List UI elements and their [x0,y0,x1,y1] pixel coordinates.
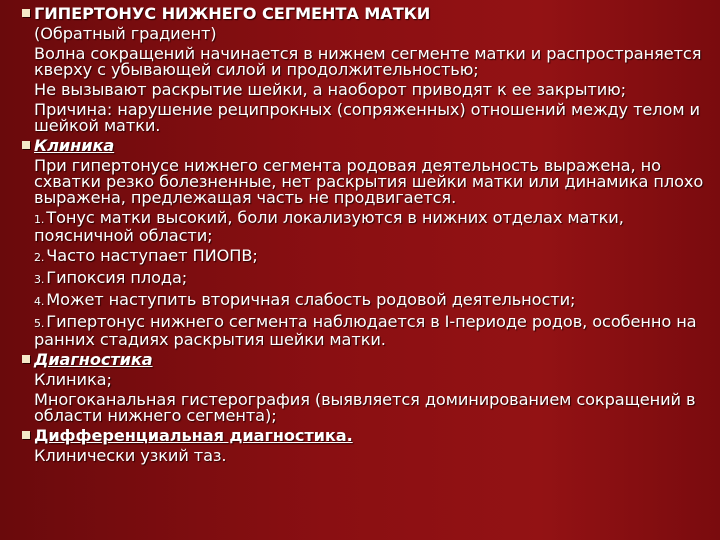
text-line: Причина: нарушение реципрокных (сопряженных) отношений между телом и шейкой матки. [34,100,700,135]
text-line: Многоканальная гистерография (выявляется доминированием сокращений в области нижнего сегмента); [34,390,696,425]
text-line: Клиника; [34,370,112,389]
text-line: При гипертонусе нижнего сегмента родовая деятельность выражена, но схватки резко болезненные, нет раскрытия шейки матки или динамика плохо выражена, предлежащая часть не продвигается. [34,156,704,207]
item-text: Часто наступает ПИОПВ; [46,246,258,265]
item-number: 2. [34,251,45,264]
differential-heading-line [22,428,712,444]
item-number: 5. [34,317,45,330]
slide-content [22,6,712,468]
diagnostics-heading-line [22,352,712,368]
numbered-item [22,270,712,288]
item-number: 4. [34,295,45,308]
text-line: Не вызывают раскрытие шейки, а наоборот приводят к ее закрытию; [34,80,627,99]
text-line: (Обратный градиент) [34,24,217,43]
square-bullet-icon [22,9,30,17]
item-text: Гипоксия плода; [46,268,188,287]
numbered-item [22,314,712,348]
numbered-item [22,292,712,310]
item-number: 1. [34,213,45,226]
differential-title: Дифференциальная диагностика. [34,426,353,445]
text-line: Волна сокращений начинается в нижнем сегменте матки и распространяется кверху с убывающей силой и продолжительностью; [34,44,702,79]
slide-heading: ГИПЕРТОНУС НИЖНЕГО СЕГМЕНТА МАТКИ [34,4,431,23]
numbered-item [22,248,712,266]
item-text: Может наступить вторичная слабость родовой деятельности; [46,290,576,309]
numbered-item [22,210,712,244]
text-line: Клинически узкий таз. [34,446,227,465]
heading-line [22,6,712,22]
item-text: Тонус матки высокий, боли локализуются в нижних отделах матки, поясничной области; [34,208,624,245]
clinic-heading-line [22,138,712,154]
item-number: 3. [34,273,45,286]
diagnostics-title: Диагностика [34,350,153,369]
square-bullet-icon [22,355,30,363]
square-bullet-icon [22,431,30,439]
clinic-title: Клиника [34,136,115,155]
item-text: Гипертонус нижнего сегмента наблюдается в I-периоде родов, особенно на ранних стадиях раскрытия шейки матки. [34,312,697,349]
square-bullet-icon [22,141,30,149]
